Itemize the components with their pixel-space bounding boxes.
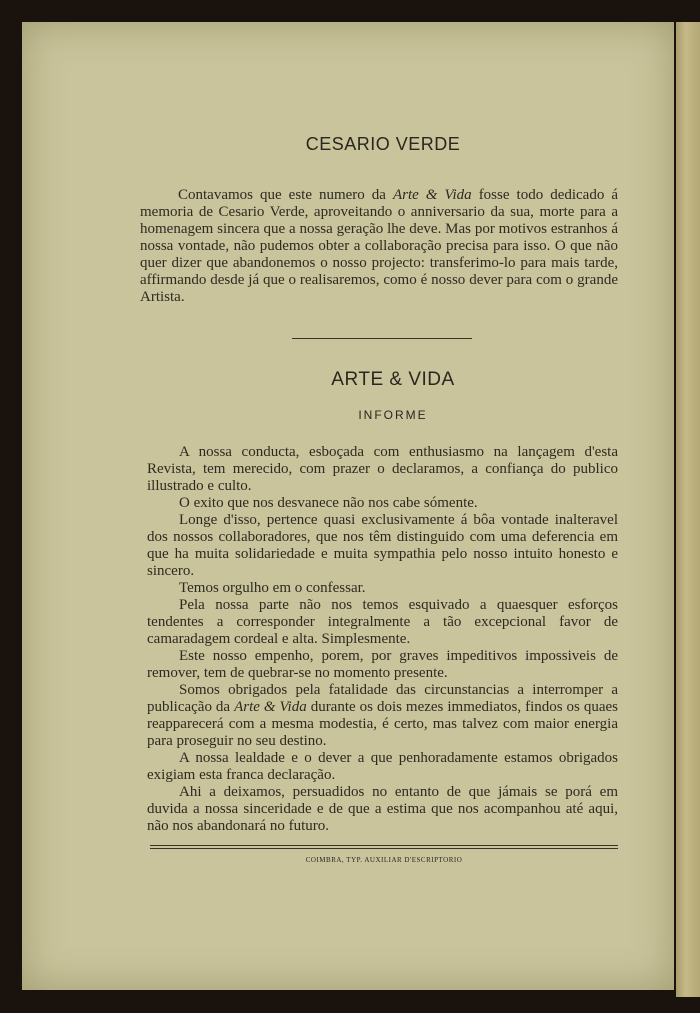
page-edge <box>676 22 700 997</box>
body-paragraph: Pela nossa parte não nos temos esquivado a quaesquer esforços tendentes a corresponder integralmente a tão excepcional favor de camaradagem cordeal e alta. Simplesmente. <box>147 597 618 647</box>
body-paragraph: Temos orgulho em o confessar. <box>179 580 366 596</box>
body-paragraph: Este nosso empenho, porem, por graves impeditivos impossiveis de remover, tem de quebrar-se no momento presente. <box>147 648 618 681</box>
body-paragraph: A nossa conducta, esboçada com enthusiasmo na lançagem d'esta Revista, tem merecido, com prazer o declaramos, a confiança do publico illustrado e culto. <box>147 444 618 494</box>
section-title-cesario-verde: CESARIO VERDE <box>305 134 461 154</box>
informe-body <box>147 444 618 835</box>
section-title-arte-vida: ARTE & VIDA <box>331 369 455 390</box>
section-divider <box>292 338 472 339</box>
body-paragraph: O exito que nos desvanece não nos cabe sómente. <box>179 495 478 511</box>
body-paragraph: Somos obrigados pela fatalidade das circunstancias a interromper a publicação da Arte & Vida durante os dois mezes immediatos, findos os quaes reapparecerá com a mesma modestia, é certo, mas talvez com maior energia para proseguir no seu destino. <box>147 682 618 749</box>
body-paragraph: A nossa lealdade e o dever a que penhoradamente estamos obrigados exigiam esta franca declaração. <box>147 750 618 783</box>
footer-rule-top <box>150 845 618 846</box>
body-paragraph: Longe d'isso, pertence quasi exclusivamente á bôa vontade inalteravel dos nossos collaboradores, que nos têm distinguido com uma deferencia em que ha muita solidariedade e muita sympathia pelo nosso intuito honesto e sincero. <box>147 512 618 579</box>
footer-rule-bottom <box>150 848 618 849</box>
body-paragraph: Ahi a deixamos, persuadidos no entanto de que jámais se porá em duvida a nossa sinceridade e de que a estima que nos acompanhou até aqui, não nos abandonará no futuro. <box>147 784 618 834</box>
intro-paragraph: Contavamos que este numero da Arte & Vida fosse todo dedicado á memoria de Cesario Verde, aproveitando o anniversario da sua, morte para a homenagem sincera que a nossa geração lhe deve. Mas por motivos estranhos á nossa vontade, não pudemos obter a collaboração precisa para isso. O que não quer dizer que abandonemos o nosso projecto: transferimo-lo para mais tarde, affirmando desde já que o realisaremos, como é nosso dever para com o grande Artista. <box>140 187 618 305</box>
section-subtitle-informe: INFORME <box>358 408 428 422</box>
printer-imprint: COIMBRA, TYP. AUXILIAR D'ESCRIPTORIO <box>305 856 463 864</box>
